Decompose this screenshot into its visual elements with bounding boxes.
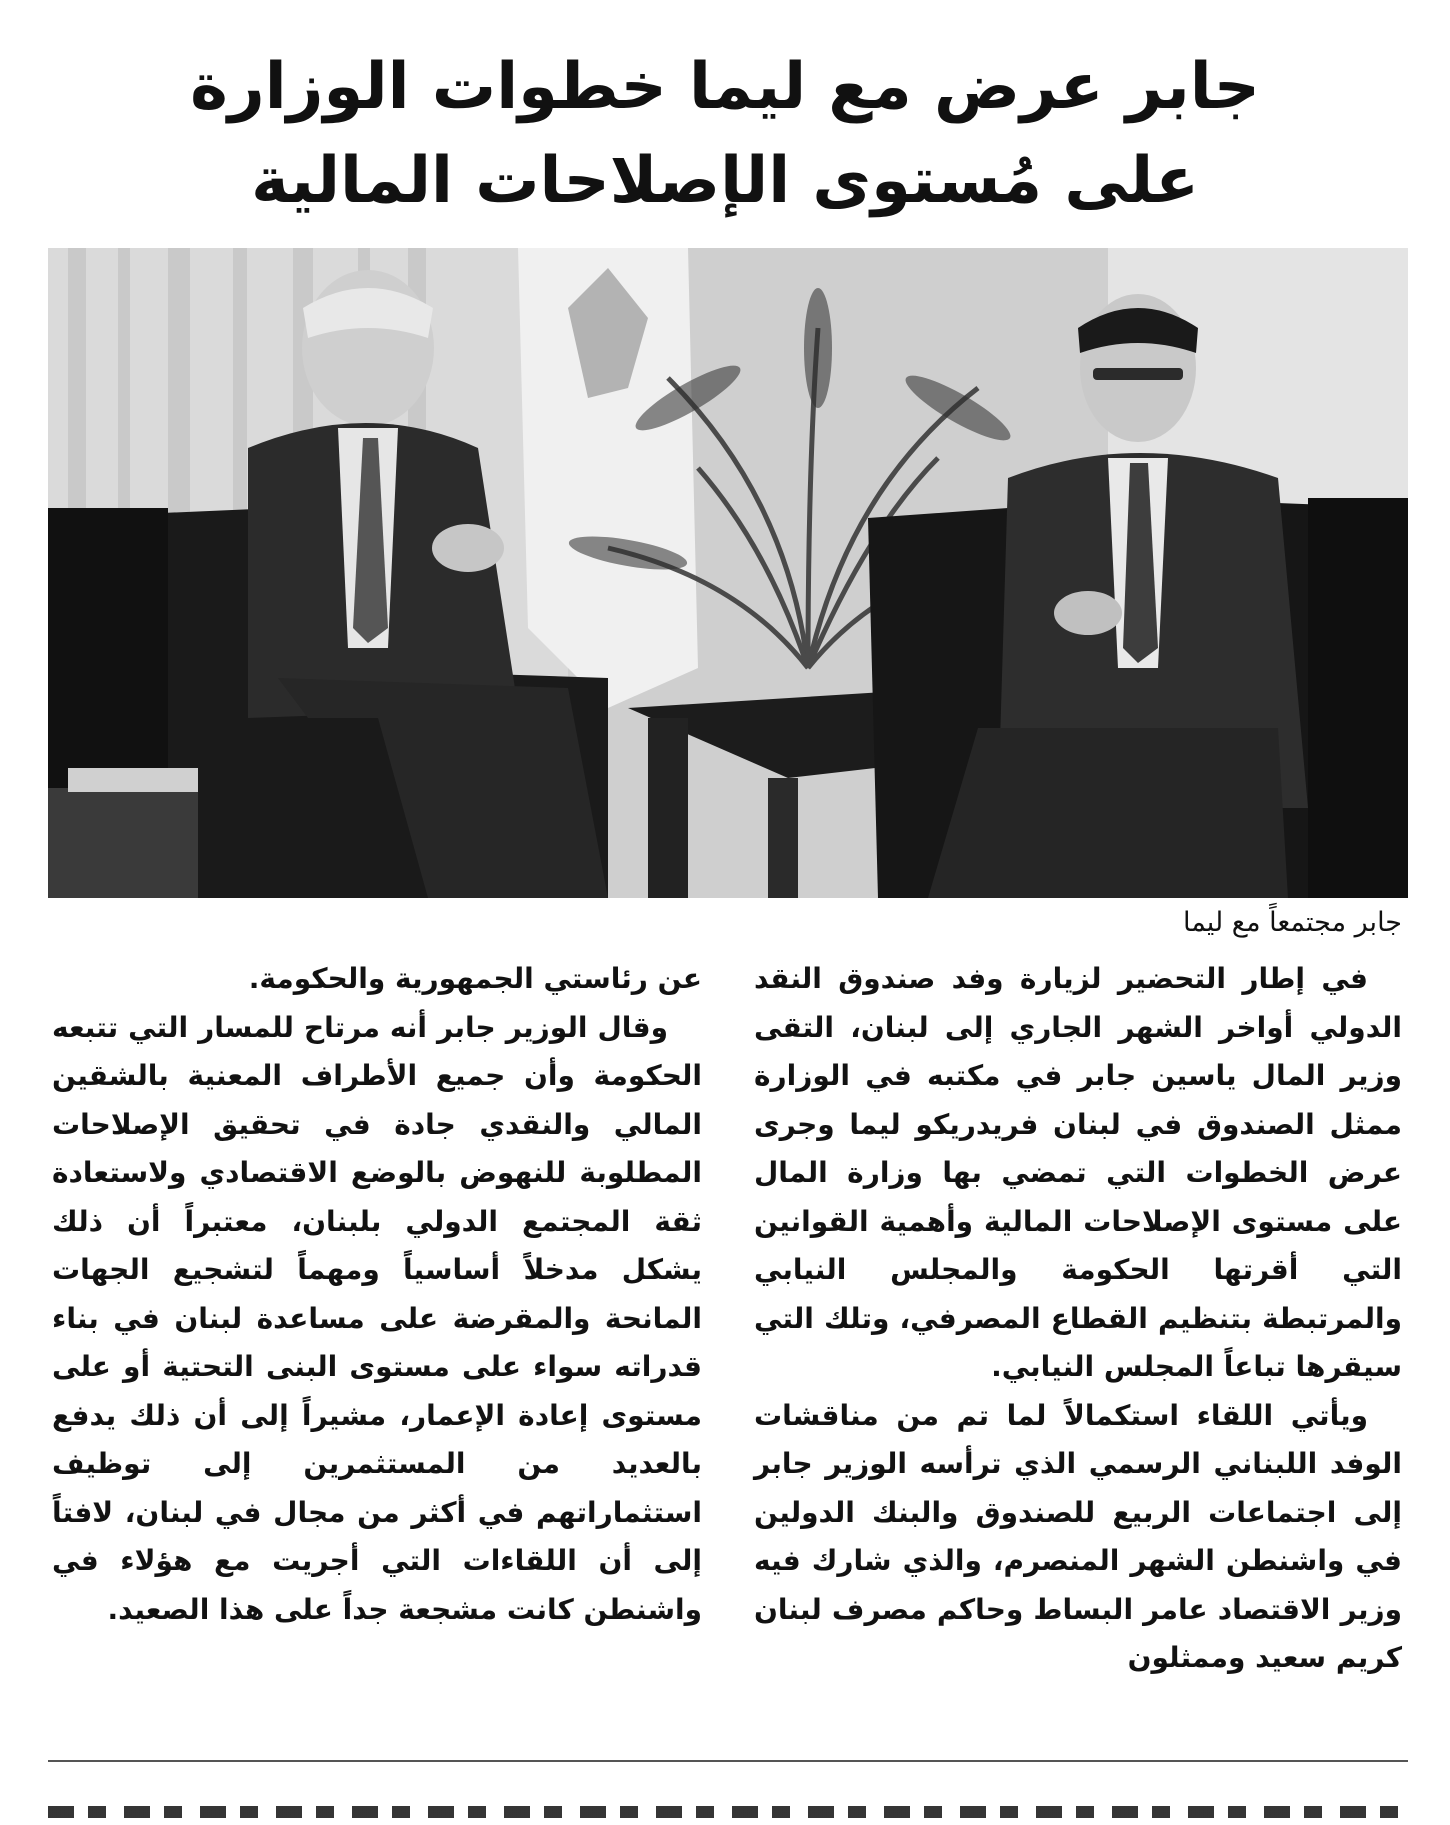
paragraph: وقال الوزير جابر أنه مرتاح للمسار التي تتبعه الحكومة وأن جميع الأطراف المعنية بالشقين المالي والنقدي جادة في تحقيق الإصلاحات المطلوبة للنهوض بالوضع الاقتصادي ولاستعادة ثقة المجتمع الدولي بلبنان، معتبراً أن ذلك يشكل مدخلاً أساسياً ومهماً لتشجيع الجهات المانحة والمقرضة على مساعدة لبنان في بناء قدراته سواء على مستوى البنى التحتية أو على مستوى إعادة الإعمار، مشيراً إلى أن ذلك يدفع بالعديد من المستثمرين إلى توظيف استثماراتهم في أكثر من مجال في لبنان، لافتاً إلى أن اللقاءات التي أجريت مع هؤلاء في واشنطن كانت مشجعة جداً على هذا الصعيد. [52, 1010, 702, 1626]
article-column-right [754, 955, 1402, 1683]
article-column-left [52, 955, 702, 1634]
meeting-photo-icon [48, 248, 1408, 898]
photo-caption: جابر مجتمعاً مع ليما [1182, 907, 1402, 938]
paragraph: عن رئاستي الجمهورية والحكومة. [248, 962, 702, 995]
divider [48, 1760, 1408, 1762]
paragraph: ويأتي اللقاء استكمالاً لما تم من مناقشات الوفد اللبناني الرسمي الذي ترأسه الوزير جابر إلى اجتماعات الربيع للصندوق والبنك الدولين في واشنطن الشهر المنصرم، والذي شارك فيه وزير الاقتصاد عامر البساط وحاكم مصرف لبنان كريم سعيد وممثلون [754, 1398, 1402, 1674]
headline [40, 40, 1410, 228]
meeting-photo [48, 248, 1408, 898]
headline-line-1: جابر عرض مع ليما خطوات الوزارة [190, 50, 1260, 124]
paragraph: في إطار التحضير لزيارة وفد صندوق النقد الدولي أواخر الشهر الجاري إلى لبنان، التقى وزير المال ياسين جابر في مكتبه في الوزارة ممثل الصندوق في لبنان فريدريكو ليما وجرى عرض الخطوات التي تمضي بها وزارة المال على مستوى الإصلاحات المالية وأهمية القوانين التي أقرتها الحكومة والمجلس النيابي والمرتبطة بتنظيم القطاع المصرفي، وتلك التي سيقرها تباعاً المجلس النيابي. [754, 962, 1402, 1383]
next-article-cutoff [48, 1792, 1408, 1825]
headline-line-2: على مُستوى الإصلاحات المالية [251, 144, 1199, 218]
